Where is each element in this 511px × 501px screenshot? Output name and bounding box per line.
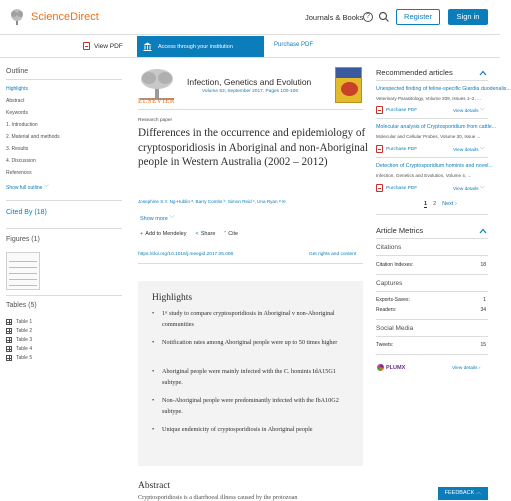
readers-row (376, 307, 486, 313)
tweets-label: Tweets: (376, 342, 394, 348)
purchase-pdf-label: Purchase PDF (386, 185, 418, 191)
share-button[interactable] (196, 231, 216, 237)
view-details-label: View details (453, 148, 479, 153)
figure-thumbnail[interactable] (6, 252, 40, 290)
captures-heading: Captures (376, 280, 403, 287)
author-list[interactable]: Josephine S.Y. Ng-Hublin ᵃ, Barry Combs ᵇ, Simon Reid ᶜ, Una Ryan ᵃ ✉ (138, 199, 286, 204)
sciencedirect-brand-link[interactable]: ScienceDirect (31, 11, 99, 23)
cover-band (336, 68, 361, 78)
pdf-icon (376, 145, 383, 153)
recommended-article-title[interactable]: Unexpected finding of feline-specific Giardia duodenalis... (376, 86, 511, 92)
doi-link[interactable]: https://doi.org/10.1016/j.meegid.2017.05.008 (138, 252, 234, 257)
recommended-heading: Recommended articles (376, 68, 453, 77)
cover-illustration (341, 82, 358, 96)
table-icon (6, 346, 12, 352)
outline-heading: Outline (6, 68, 29, 75)
thumb-line (9, 261, 37, 262)
share-icon: < (195, 231, 199, 237)
chevron-down-icon: ﹀ (169, 216, 175, 222)
cited-by-link[interactable]: Cited By (18) (6, 209, 47, 216)
divider (138, 263, 363, 264)
purchase-pdf-label: Purchase PDF (386, 107, 418, 113)
citation-indexes-row (376, 262, 486, 268)
journal-cover-image[interactable] (335, 67, 362, 103)
exports-value: 1 (483, 297, 486, 303)
article-metrics-heading: Article Metrics (376, 226, 424, 235)
outline-item-results[interactable]: 3. Results (6, 146, 29, 152)
chevron-down-icon: ﹀ (479, 109, 485, 114)
recommended-view-details-link[interactable] (453, 146, 485, 153)
page-1-link[interactable]: 1 (424, 201, 428, 207)
outline-item-keywords[interactable]: Keywords (6, 110, 28, 116)
pdf-icon (376, 106, 383, 114)
next-page-link[interactable] (442, 201, 457, 208)
chevron-down-icon: ﹀ (479, 148, 485, 153)
access-institution-label: Access through your institution (158, 43, 233, 50)
show-more-button[interactable] (140, 214, 175, 222)
table-link-3[interactable] (6, 337, 32, 343)
divider (376, 214, 488, 215)
highlight-item: • 1ˢᵗ study to compare cryptosporidiosis in Aboriginal v non-Aboriginal communities (152, 308, 352, 330)
recommended-view-details-link[interactable] (453, 185, 485, 192)
divider (376, 291, 488, 292)
recommended-view-details-link[interactable] (453, 107, 485, 114)
highlight-item: • Non-Aboriginal people were predominantly infected with the IbA10G2 subtype. (152, 395, 352, 417)
chevron-down-icon: ﹀ (43, 185, 49, 191)
sign-in-button[interactable]: Sign in (448, 9, 488, 25)
readers-value: 34 (480, 307, 486, 313)
exports-label: Exports-Saves: (376, 297, 410, 303)
figures-heading: Figures (1) (6, 236, 40, 243)
recommended-pagination (424, 201, 457, 208)
tweets-row (376, 342, 486, 348)
add-to-mendeley-label: Add to Mendeley (145, 231, 187, 237)
recommended-article-title[interactable]: Detection of Cryptosporidium hominis and novel... (376, 163, 493, 169)
tables-heading: Tables (5) (6, 302, 37, 309)
abstract-heading: Abstract (138, 481, 171, 491)
cite-label: Cite (228, 231, 239, 237)
divider (376, 118, 488, 119)
show-full-outline-link[interactable] (6, 184, 49, 191)
show-full-outline-label: Show full outline (6, 185, 43, 191)
citation-indexes-label: Citation Indexes: (376, 262, 414, 268)
chevron-up-icon: ︿ (475, 490, 482, 496)
chevron-up-icon[interactable] (479, 228, 487, 234)
view-details-label: View details (452, 366, 478, 371)
divider (376, 80, 488, 81)
article-type: Research paper (138, 118, 173, 123)
recommended-purchase-pdf-link[interactable] (376, 145, 417, 153)
journals-books-link[interactable]: Journals & Books (305, 13, 364, 22)
thumb-line (9, 279, 37, 280)
outline-item-methods[interactable]: 2. Material and methods (6, 134, 60, 140)
journal-title-link[interactable]: Infection, Genetics and Evolution (187, 77, 312, 87)
thumb-line (9, 273, 37, 274)
chevron-right-icon: › (478, 366, 481, 371)
table-link-label: Table 1 (16, 319, 33, 325)
chevron-down-icon: ﹀ (479, 187, 485, 192)
table-icon (6, 319, 12, 325)
next-label: Next (442, 201, 454, 207)
outline-item-abstract[interactable]: Abstract (6, 98, 25, 104)
divider (376, 336, 488, 337)
institution-icon (143, 42, 152, 51)
table-link-label: Table 2 (16, 328, 33, 334)
outline-divider (6, 79, 122, 80)
abstract-text: Cryptosporidiosis is a diarrhoeal illness caused by the protozoan (138, 494, 298, 501)
pdf-icon (376, 184, 383, 192)
highlight-item: • Aboriginal people were mainly infected with the C. hominis IdA15G1 subtype. (152, 366, 352, 388)
table-link-1[interactable] (6, 319, 32, 325)
recommended-purchase-pdf-link[interactable] (376, 106, 417, 114)
divider (376, 319, 488, 320)
search-icon[interactable] (378, 11, 390, 23)
page-2-link[interactable]: 2 (433, 201, 437, 207)
journal-volume-link[interactable]: Volume 53, September 2017, Pages 100-106 (202, 89, 299, 94)
metrics-view-details-link[interactable] (452, 366, 480, 371)
chevron-up-icon[interactable] (479, 70, 487, 76)
show-more-label: Show more (140, 216, 168, 222)
elsevier-tree-logo-icon[interactable] (8, 8, 26, 26)
register-button[interactable]: Register (396, 9, 440, 25)
outline-item-references[interactable]: References (6, 170, 32, 176)
table-link-label: Table 3 (16, 337, 33, 343)
table-icon (6, 355, 12, 361)
exports-row (376, 297, 486, 303)
cite-button[interactable] (224, 231, 238, 237)
outline-item-discussion[interactable]: 4. Discussion (6, 158, 36, 164)
quote-icon: ” (224, 231, 227, 237)
recommended-article-title[interactable]: Molecular analysis of Cryptosporidium from cattle... (376, 124, 497, 130)
highlights-box (138, 281, 363, 466)
tweets-value: 15 (480, 342, 486, 348)
pdf-icon (83, 42, 90, 50)
table-icon (6, 337, 12, 343)
share-label: Share (200, 231, 216, 237)
divider (376, 238, 488, 239)
help-icon[interactable]: ? (363, 12, 373, 22)
view-details-label: View details (453, 187, 479, 192)
purchase-pdf-label: Purchase PDF (386, 146, 418, 152)
view-pdf-label: View PDF (94, 42, 123, 50)
chevron-right-icon: › (454, 201, 457, 207)
add-to-mendeley-button[interactable] (140, 231, 187, 237)
plumx-icon (377, 364, 384, 371)
table-link-4[interactable] (6, 346, 32, 352)
outline-item-highlights[interactable]: Highlights (6, 86, 28, 92)
view-details-label: View details (453, 109, 479, 114)
plumx-logo[interactable] (377, 364, 405, 371)
access-institution-button[interactable] (137, 36, 264, 57)
citations-heading: Citations (376, 244, 402, 251)
purchase-pdf-link[interactable]: Purchase PDF (274, 42, 314, 48)
thumb-line (9, 285, 37, 286)
plus-icon: + (140, 231, 144, 237)
top-header (0, 0, 500, 35)
divider (376, 354, 488, 355)
readers-label: Readers: (376, 307, 397, 313)
sidebar-divider (6, 200, 122, 201)
recommended-article-meta: Infection, Genetics and Evolution, Volume 4, ... (376, 173, 472, 178)
divider (376, 274, 488, 275)
table-icon (6, 328, 12, 334)
table-link-label: Table 4 (16, 346, 33, 352)
recommended-article-meta: Molecular and Cellular Probes, Volume 30, Issue ... (376, 134, 481, 139)
thumb-line (9, 267, 37, 268)
article-actions (140, 231, 238, 237)
elsevier-wordmark: ELSEVIER (138, 97, 176, 105)
article-title: Differences in the occurrence and epidemiology of cryptosporidiosis in Aboriginal and non-Aboriginal people in Western Australia (2002 – 2012) (138, 127, 368, 169)
recommended-purchase-pdf-link[interactable] (376, 184, 417, 192)
table-link-label: Table 5 (16, 355, 33, 361)
highlights-heading: Highlights (152, 293, 193, 303)
divider (376, 157, 488, 158)
sidebar-divider (6, 295, 122, 296)
plumx-label: PLUMX (386, 364, 406, 371)
highlight-item: • Notification rates among Aboriginal people were up to 50 times higher (152, 337, 352, 348)
sidebar-divider (6, 228, 122, 229)
highlight-item: • Unique endemicity of cryptosporidiosis in Aboriginal people (152, 424, 352, 435)
divider (376, 255, 488, 256)
view-pdf-button[interactable] (83, 42, 123, 50)
table-link-5[interactable] (6, 355, 32, 361)
recommended-article-meta: Veterinary Parasitology, Volume 209, Issues 1–2, ... (376, 96, 481, 101)
divider (138, 109, 363, 110)
social-media-heading: Social Media (376, 325, 414, 332)
rights-content-link[interactable]: Get rights and content (309, 252, 357, 257)
feedback-label: FEEDBACK (444, 490, 475, 496)
citation-indexes-value: 18 (480, 262, 486, 268)
outline-item-introduction[interactable]: 1. Introduction (6, 122, 38, 128)
table-link-2[interactable] (6, 328, 32, 334)
feedback-button[interactable] (438, 487, 488, 500)
